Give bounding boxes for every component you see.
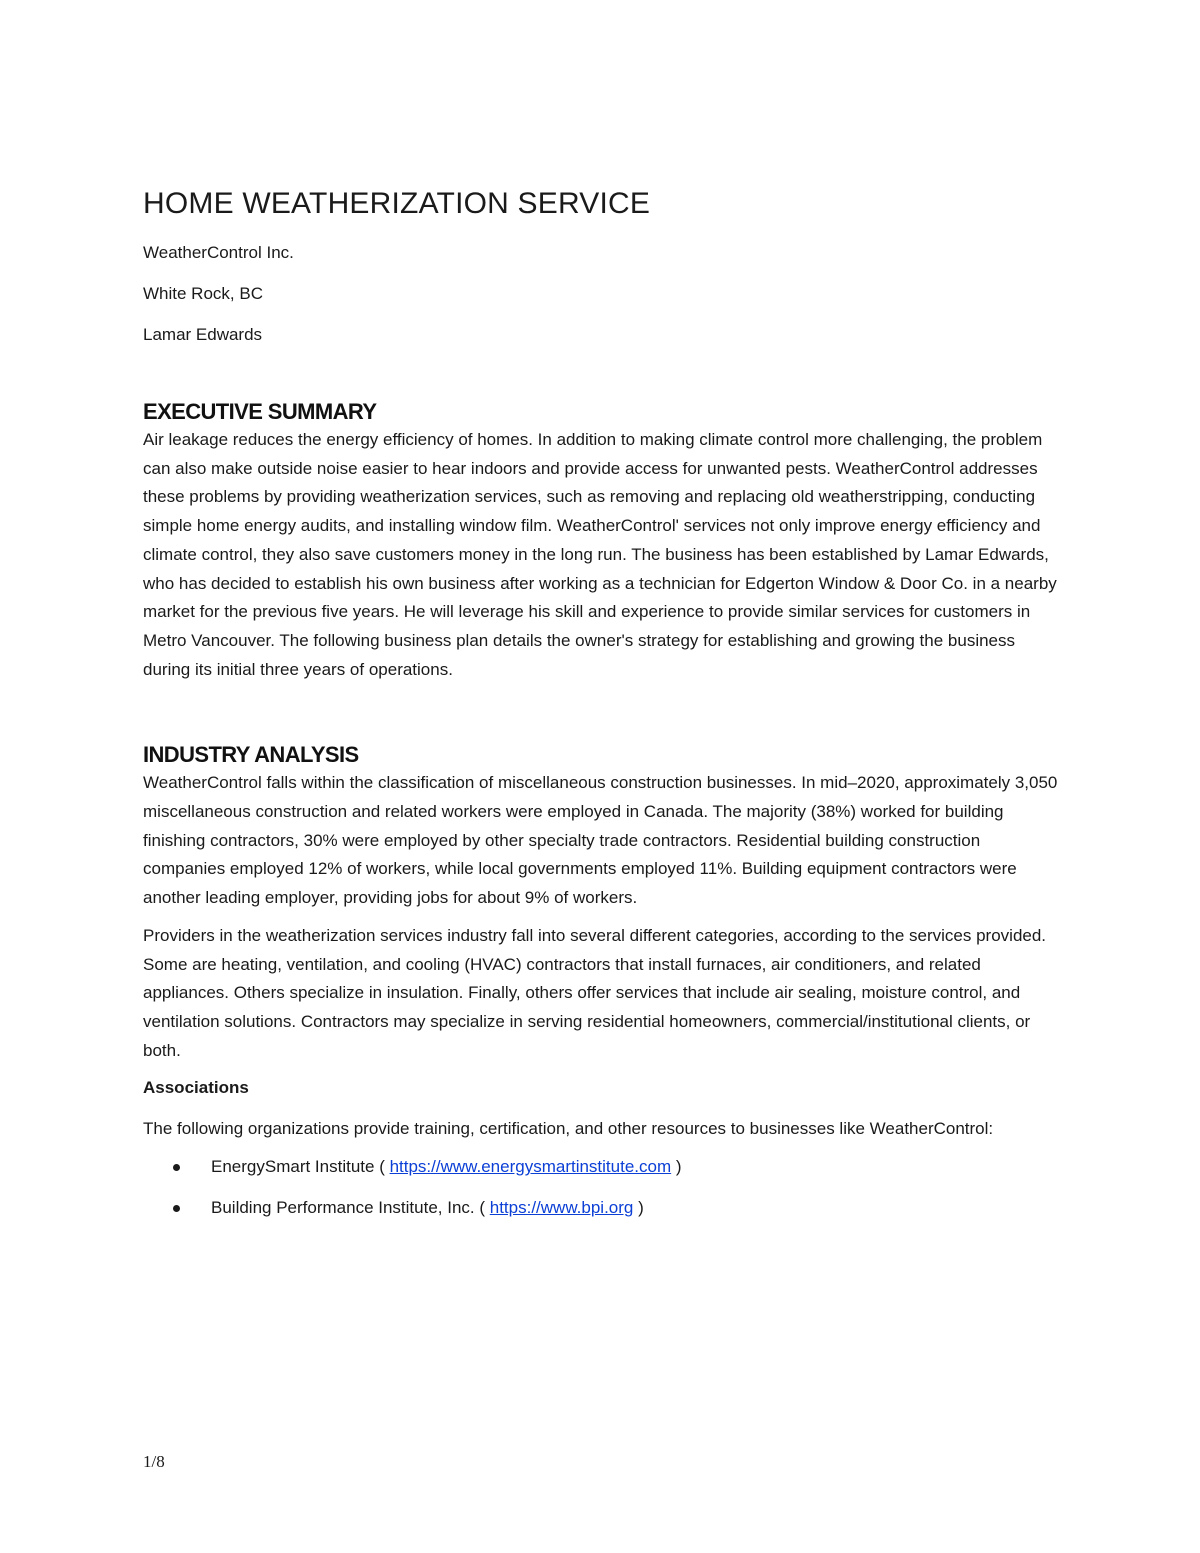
paren-close: ) <box>633 1198 644 1218</box>
document-title: HOME WEATHERIZATION SERVICE <box>143 187 651 220</box>
associations-heading: Associations <box>143 1078 249 1098</box>
association-link-energysmart[interactable]: https://www.energysmartinstitute.com <box>389 1157 672 1177</box>
industry-analysis-paragraph-1: WeatherControl falls within the classification of miscellaneous construction businesses. In mid–2020, approximately 3,050 miscellaneous construction and related workers were employed in Canada. The majority (38%) worked for building finishing contractors, 30% were employed by other specialty trade contractors. Residential building construction companies employed 12% of workers, while local governments employed 11%. Building equipment contractors were another leading employer, providing jobs for about 9% of workers. <box>143 773 1058 908</box>
industry-analysis-heading: INDUSTRY ANALYSIS <box>143 742 359 768</box>
industry-analysis-paragraph-2: Providers in the weatherization services industry fall into several different categories, according to the services provided. Some are heating, ventilation, and cooling (HVAC) contractors that install furnaces, air conditioners, and related appliances. Others specialize in insulation. Finally, others offer services that include air sealing, moisture control, and ventilation solutions. Contractors may specialize in serving residential homeowners, commercial/institutional clients, or both. <box>143 925 1047 1060</box>
page-content <box>143 184 1063 1238</box>
association-name: EnergySmart Institute <box>211 1157 375 1177</box>
page-number: 1/8 <box>143 1452 165 1471</box>
association-item-energysmart <box>143 1156 1063 1178</box>
associations-intro: The following organizations provide training, certification, and other resources to businesses like WeatherControl: <box>143 1119 994 1139</box>
paren-open: ( <box>474 1198 490 1218</box>
executive-summary-paragraph: Air leakage reduces the energy efficiency of homes. In addition to making climate control more challenging, the problem can also make outside noise easier to hear indoors and provide access for unwanted pests. WeatherControl addresses these problems by providing weatherization services, such as removing and replacing old weatherstripping, conducting simple home energy audits, and installing window film. WeatherControl' services not only improve energy efficiency and climate control, they also save customers money in the long run. The business has been established by Lamar Edwards, who has decided to establish his own business after working as a technician for Edgerton Window & Door Co. in a nearby market for the previous five years. He will leverage his skill and experience to provide similar services for customers in Metro Vancouver. The following business plan details the owner's strategy for establishing and growing the business during its initial three years of operations. <box>143 430 1057 679</box>
paren-close: ) <box>671 1157 682 1177</box>
bullet-icon <box>173 1164 180 1171</box>
association-link-bpi[interactable]: https://www.bpi.org <box>489 1198 634 1218</box>
bullet-icon <box>173 1205 180 1212</box>
associations-list <box>143 1156 1063 1219</box>
company-location: White Rock, BC <box>143 284 263 303</box>
association-name: Building Performance Institute, Inc. <box>211 1198 475 1218</box>
paren-open: ( <box>374 1157 390 1177</box>
owner-name: Lamar Edwards <box>143 325 263 344</box>
association-item-bpi <box>143 1197 1063 1219</box>
executive-summary-heading: EXECUTIVE SUMMARY <box>143 399 377 424</box>
company-name: WeatherControl Inc. <box>143 243 294 262</box>
